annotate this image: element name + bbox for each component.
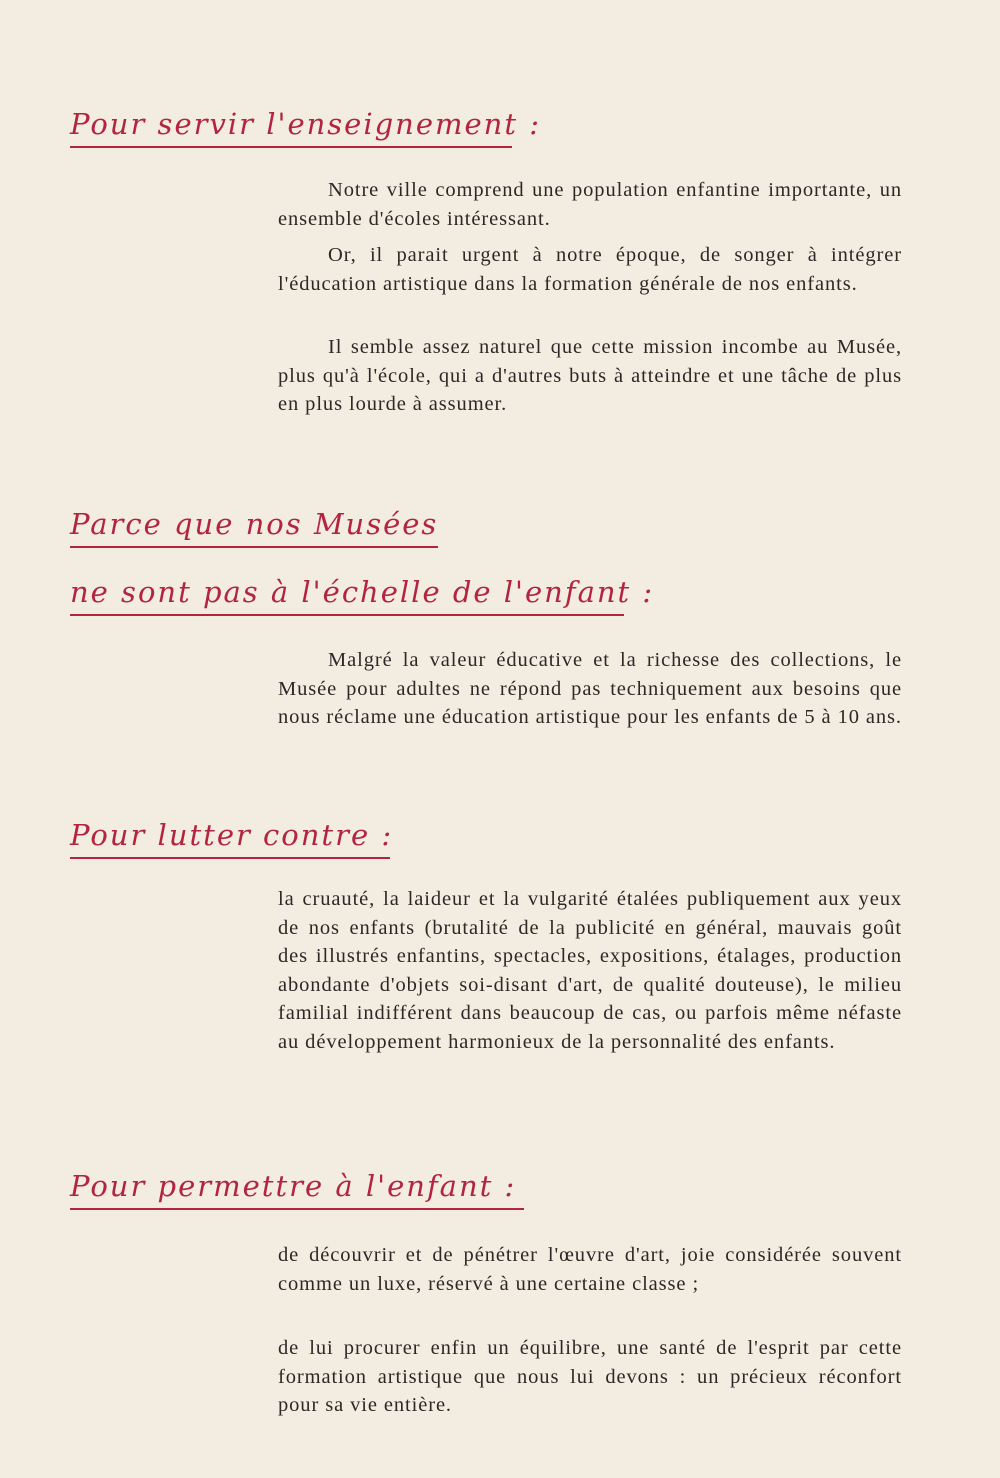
paragraph-decouvrir: de découvrir et de pénétrer l'œuvre d'art, joie considérée souvent comme un luxe, réservé à une certaine classe ; [278, 1244, 902, 1295]
paragraph-education-artistique: Or, il parait urgent à notre époque, de songer à intégrer l'éducation artistique dans la formation générale de nos enfants. [278, 244, 902, 295]
heading-pour-lutter: Pour lutter contre : [70, 815, 390, 859]
paragraph-valeur-educative: Malgré la valeur éducative et la richesse des collections, le Musée pour adultes ne répond pas techniquement aux besoins que nous réclame une éducation artistique pour les enfants de 5 à 10 ans. [278, 649, 902, 729]
paragraph-mission-musee: Il semble assez naturel que cette mission incombe au Musée, plus qu'à l'école, qui a d'autres buts à atteindre et une tâche de plus en plus lourde à assumer. [278, 336, 902, 416]
paragraph-population: Notre ville comprend une population enfantine importante, un ensemble d'écoles intéressant. [278, 179, 902, 230]
paragraph-equilibre: de lui procurer enfin un équilibre, une santé de l'esprit par cette formation artistique que nous lui devons : un précieux réconfort pour sa vie entière. [278, 1337, 902, 1417]
heading-pour-servir: Pour servir l'enseignement : [70, 104, 512, 148]
paragraph-cruaute: la cruauté, la laideur et la vulgarité étalées publiquement aux yeux de nos enfants (brutalité de la publicité en général, mauvais goût des illustrés enfantins, spectacles, expositions, étalages, production abondante d'objets soi-disant d'art, de qualité douteuse), le milieu familial indifférent dans beaucoup de cas, ou parfois même néfaste au développement harmonieux de la personnalité des enfants. [278, 888, 902, 1053]
heading-parce-que-line1: Parce que nos Musées [70, 504, 438, 548]
heading-parce-que-line2: ne sont pas à l'échelle de l'enfant : [70, 572, 624, 616]
heading-pour-permettre: Pour permettre à l'enfant : [70, 1166, 524, 1210]
